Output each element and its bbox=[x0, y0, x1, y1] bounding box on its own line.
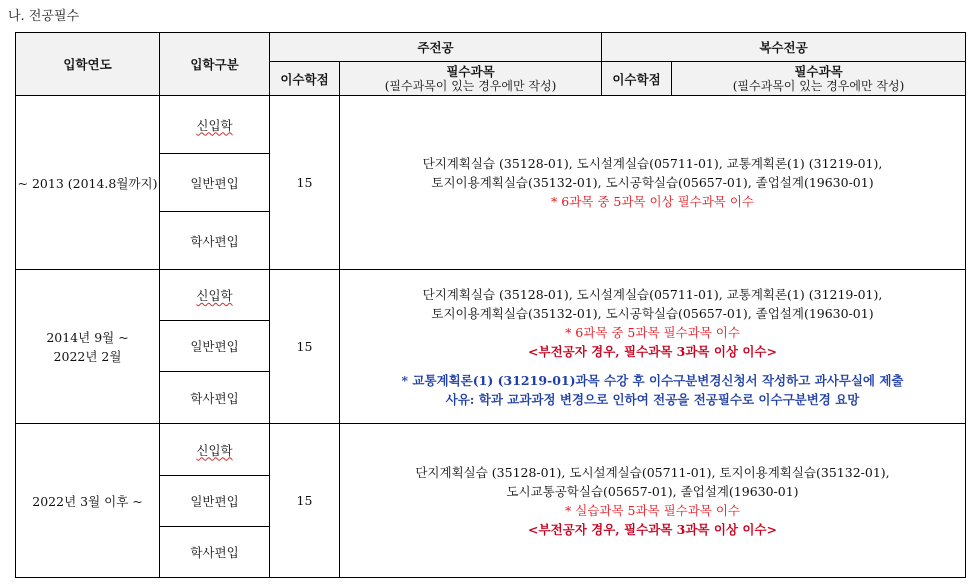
required-courses-cell bbox=[340, 424, 966, 578]
admission-type-label: 신입학 bbox=[196, 117, 233, 133]
admission-type-cell bbox=[160, 96, 270, 154]
requirement-note: * 6과목 중 5과목 이상 필수과목 이수 bbox=[551, 194, 754, 209]
admission-type-cell: 학사편입 bbox=[160, 527, 270, 578]
required-courses-cell bbox=[340, 96, 966, 270]
requirement-note: * 6과목 중 5과목 필수과목 이수 bbox=[565, 324, 740, 340]
required-title: 필수과목 bbox=[446, 63, 495, 79]
admission-type-label: 신입학 bbox=[196, 442, 233, 458]
required-courses-table bbox=[15, 32, 966, 578]
credits-cell: 15 bbox=[270, 424, 340, 578]
admission-type-cell: 일반편입 bbox=[160, 321, 270, 372]
header-admission-type: 입학구분 bbox=[160, 33, 270, 96]
admission-type-cell bbox=[160, 424, 270, 476]
header-required-primary bbox=[340, 62, 602, 96]
admission-type-cell: 학사편입 bbox=[160, 372, 270, 424]
required-courses-cell bbox=[340, 270, 966, 424]
minor-requirement-note: <부전공자 경우, 필수과목 3과목 이상 이수> bbox=[528, 521, 777, 537]
header-primary-major: 주전공 bbox=[270, 33, 602, 62]
spacer bbox=[340, 361, 965, 371]
course-line: 토지이용계획실습(35132-01), 도시공학실습(05657-01), 졸업설계(19630-01) bbox=[431, 175, 874, 190]
required-title: 필수과목 bbox=[794, 63, 843, 79]
credits-cell: 15 bbox=[270, 96, 340, 270]
course-line: 단지계획실습 (35128-01), 도시설계실습(05711-01), 교통계획론(1) (31219-01), bbox=[422, 156, 883, 171]
year-line: 2014년 9월 ~ bbox=[46, 329, 129, 345]
header-credits-primary: 이수학점 bbox=[270, 62, 340, 96]
required-note: (필수과목이 있는 경우에만 작성) bbox=[384, 78, 557, 93]
year-cell: 2022년 3월 이후 ~ bbox=[16, 424, 160, 578]
year-cell bbox=[16, 270, 160, 424]
header-double-major: 복수전공 bbox=[602, 33, 966, 62]
admission-type-cell: 일반편입 bbox=[160, 154, 270, 212]
admission-type-cell: 학사편입 bbox=[160, 212, 270, 270]
header-year: 입학연도 bbox=[16, 33, 160, 96]
admission-type-label: 신입학 bbox=[196, 288, 233, 303]
course-line: 단지계획실습 (35128-01), 도시설계실습(05711-01), 교통계획론(1) (31219-01), bbox=[422, 286, 883, 302]
header-credits-double: 이수학점 bbox=[602, 62, 672, 96]
table-row bbox=[16, 424, 966, 476]
course-line: 단지계획실습 (35128-01), 도시설계실습(05711-01), 토지이용계획실습(35132-01), bbox=[415, 464, 890, 480]
header-required-double bbox=[672, 62, 966, 96]
year-cell: ~ 2013 (2014.8월까지) bbox=[16, 96, 160, 270]
section-title: 나. 전공필수 bbox=[8, 9, 80, 24]
requirement-note: * 실습과목 5과목 필수과목 이수 bbox=[565, 502, 740, 518]
header-row-1 bbox=[16, 33, 966, 62]
table-row bbox=[16, 96, 966, 154]
required-note: (필수과목이 있는 경우에만 작성) bbox=[732, 78, 905, 93]
year-line: 2022년 2월 bbox=[53, 348, 122, 364]
admission-type-cell bbox=[160, 270, 270, 321]
course-line: 도시교통공학실습(05657-01), 졸업설계(19630-01) bbox=[506, 483, 799, 499]
minor-requirement-note: <부전공자 경우, 필수과목 3과목 이상 이수> bbox=[528, 343, 777, 359]
change-request-note: * 교통계획론(1) (31219-01)과목 수강 후 이수구분변경신청서 작성하고 과사무실에 제출 bbox=[401, 372, 904, 388]
credits-cell: 15 bbox=[270, 270, 340, 424]
change-reason-note: 사유: 학과 교과과정 변경으로 인하여 전공을 전공필수로 이수구분변경 요망 bbox=[445, 391, 860, 407]
admission-type-cell: 일반편입 bbox=[160, 476, 270, 527]
table-row bbox=[16, 270, 966, 321]
course-line: 토지이용계획실습(35132-01), 도시공학실습(05657-01), 졸업설계(19630-01) bbox=[431, 305, 874, 321]
